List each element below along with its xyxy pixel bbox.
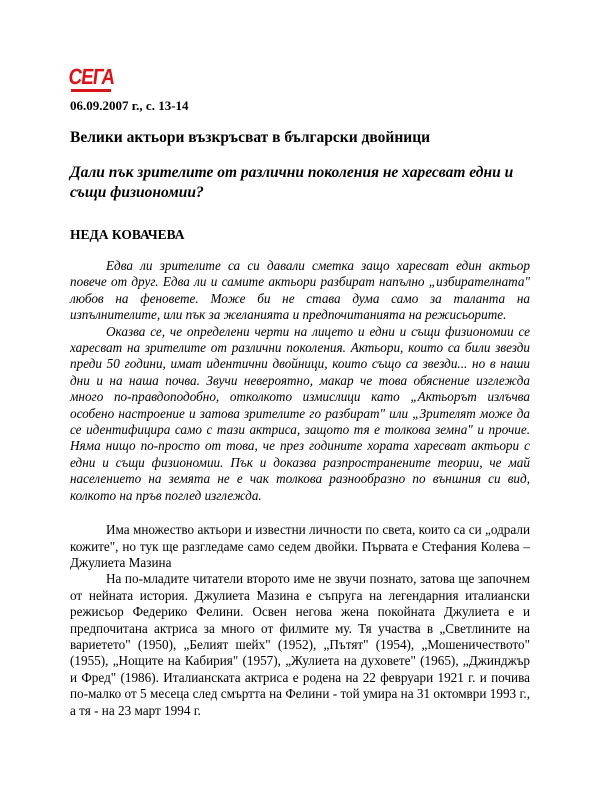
logo-text: СЕГА	[67, 64, 116, 89]
article-author: НЕДА КОВАЧЕВА	[70, 227, 185, 242]
logo-underline	[71, 89, 111, 92]
article-headline: Велики актьори възкръсват в български двойници	[70, 129, 431, 146]
dateline: 06.09.2007 г., с. 13-14	[70, 98, 189, 113]
article-lead	[70, 258, 530, 504]
body-paragraph-2: На по-младите читатели второто име не звучи познато, затова ще започнем от нейната история. Джулиета Мазина е съпруга на легендарния италиански режисьор Федерико Фелини. Освен негова жена покойната Джулиета е и предпочитана актриса за много от филмите му. Тя участва в „Светлините на вариетето" (1950), „Белият шейх" (1952), „Пътят" (1954), „Мошеничеството" (1955), „Нощите на Кабирия" (1957), „Жулиета на духовете" (1965), „Джинджър и Фред" (1986). Италианската актриса е родена на 22 февруари 1921 г. и почива по-малко от 5 месеца след смъртта на Фелини - той умира на 31 октомври 1993 г., а тя - на 23 март 1994 г.	[70, 571, 530, 718]
article-body	[70, 522, 530, 719]
article-page	[67, 64, 530, 719]
newspaper-logo	[67, 64, 116, 96]
lead-paragraph-1: Едва ли зрителите са си давали сметка защо харесват един актьор повече от друг. Едва ли и самите актьори разбират напълно „избирателната" любов на феновете. Може би не става дума само за таланта на изпълнителите, или пък за желанията и предпочитанията на режисьорите.	[70, 258, 530, 323]
article-subheadline: Дали пък зрителите от различни поколения не харесват едни и същи физиономии?	[70, 164, 514, 201]
lead-paragraph-2: Оказва се, че определени черти на лицето и едни и същи физиономии се харесват на зрителите от различни поколения. Актьори, които са били звезди преди 50 години, имат идентични двойници, които също са звезди... но в наши дни и на наша почва. Звучи невероятно, макар че това обяснение изглежда много по-правдоподобно, отколкото измислици като „Актьорът излъчва особено настроение и затова зрителите го разбират" или „Зрителят може да се идентифицира само с тази актриса, защото тя е толкова земна" и прочие. Няма нищо по-просто от това, че през годините хората харесват актьори с едни и същи физиономии. Пък и доказва разпространените теории, че май населението на земята не е чак толкова разнообразно по външния си вид, колкото на пръв поглед изглежда.	[70, 323, 530, 503]
body-paragraph-1: Има множество актьори и известни личности по света, които са си „одрали кожите", но тук ще разгледаме само седем двойки. Първата е Стефания Колева – Джулиета Мазина	[70, 522, 530, 570]
